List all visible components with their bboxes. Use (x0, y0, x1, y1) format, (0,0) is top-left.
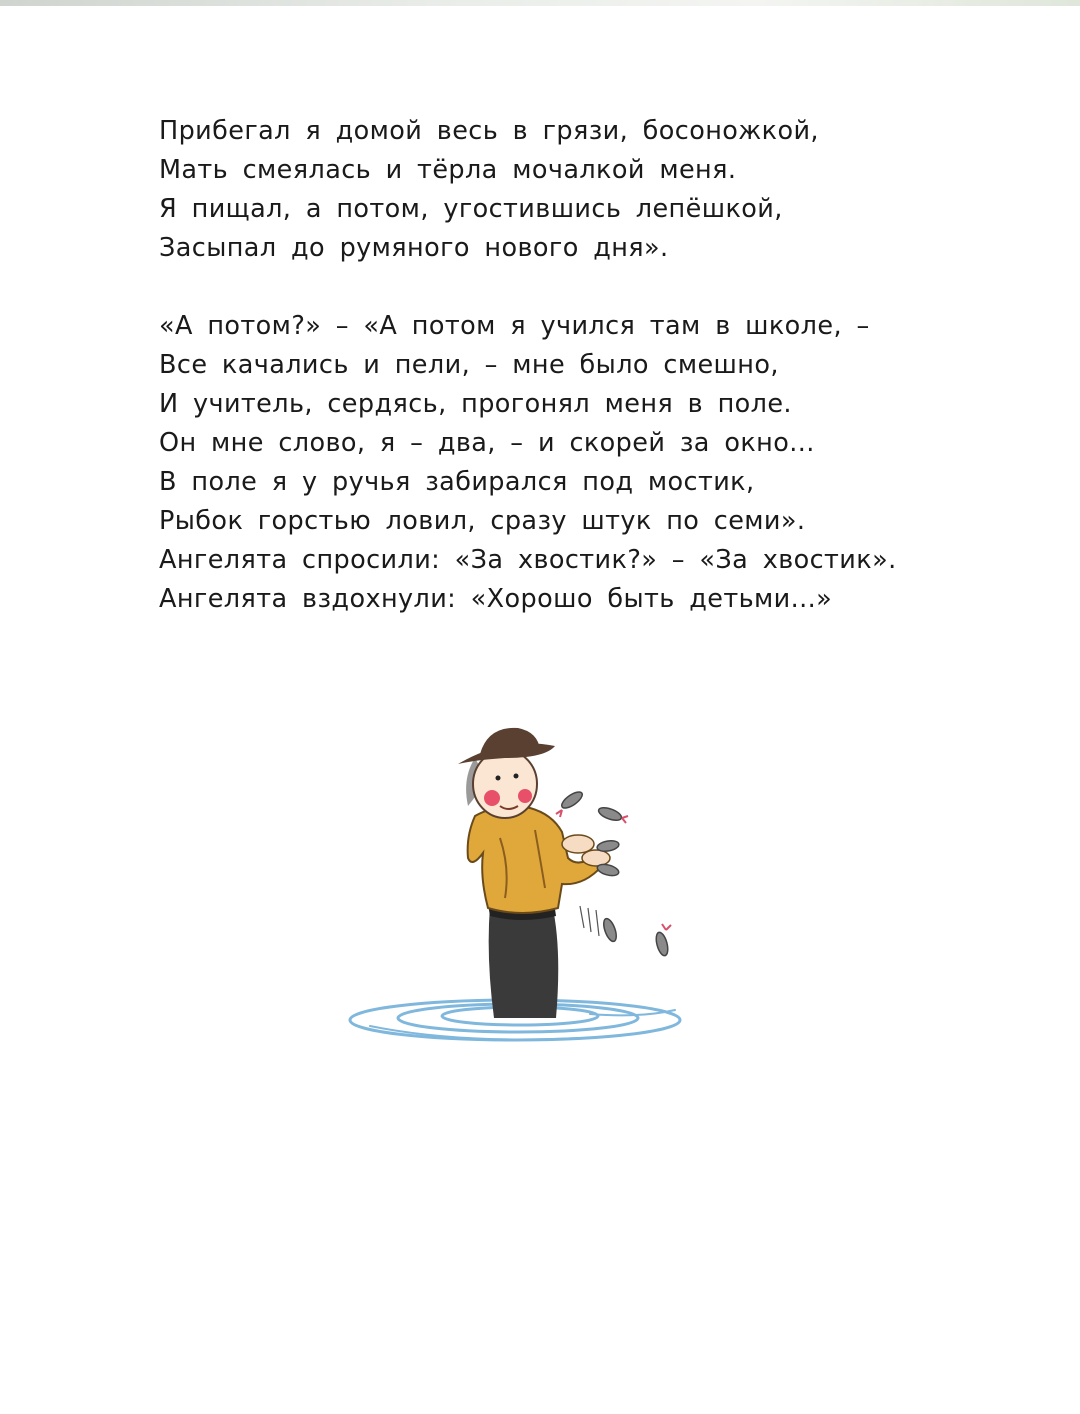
poem-line: Рыбок горстью ловил, сразу штук по семи». (159, 506, 806, 536)
fish (596, 839, 619, 853)
page-top-edge (0, 0, 1080, 6)
drip-lines (580, 906, 599, 936)
poem-line: Прибегал я домой весь в грязи, босоножкой, (159, 116, 819, 146)
poem-line: Все качались и пели, – мне было смешно, (159, 350, 779, 380)
cheek-left (484, 790, 500, 806)
trousers (489, 904, 559, 1018)
poem-line: Мать смеялась и тёрла мочалкой меня. (159, 155, 737, 185)
poem-line: И учитель, сердясь, прогонял меня в поле. (159, 389, 792, 419)
poem-line: Засыпал до румяного нового дня». (159, 233, 669, 263)
hat-crown (480, 728, 540, 755)
poem-line: «А потом?» – «А потом я учился там в школе, – (159, 311, 870, 341)
fish (601, 917, 619, 943)
boy-fishing-illustration (340, 718, 700, 1058)
poem-line: Ангелята вздохнули: «Хорошо быть детьми...» (159, 584, 833, 614)
poem-text (159, 112, 1039, 619)
poem-line: Я пищал, а потом, угостившись лепёшкой, (159, 194, 783, 224)
cheek-right (518, 789, 532, 803)
poem-line: Он мне слово, я – два, – и скорей за окно... (159, 428, 815, 458)
poem-line: В поле я у ручья забирался под мостик, (159, 467, 755, 497)
eye-left (496, 776, 501, 781)
fish (596, 862, 620, 877)
stanza-2 (159, 307, 1039, 619)
stanza-1 (159, 112, 1039, 268)
hand-right (582, 850, 610, 866)
fish (654, 931, 670, 957)
fish (559, 789, 584, 811)
fish (597, 805, 623, 823)
eye-right (514, 774, 519, 779)
poem-line: Ангелята спросили: «За хвостик?» – «За хвостик». (159, 545, 897, 575)
